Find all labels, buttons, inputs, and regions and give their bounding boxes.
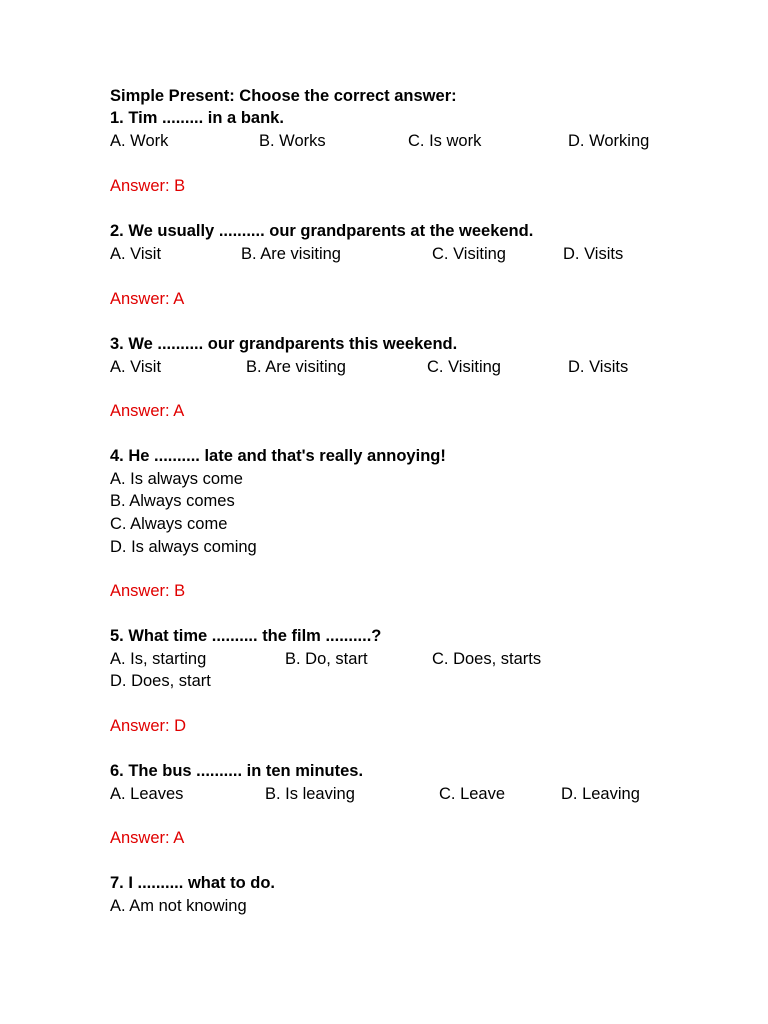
q3-answer: Answer: A bbox=[110, 402, 185, 420]
q3-option-a: A. Visit bbox=[110, 358, 162, 376]
q1-option-b: B. Works bbox=[259, 132, 326, 150]
question-2: 2. We usually .......... our grandparents at the weekend. bbox=[110, 222, 534, 240]
q6-option-b: B. Is leaving bbox=[265, 785, 355, 803]
question-6: 6. The bus .......... in ten minutes. bbox=[110, 762, 364, 780]
q3-option-b: B. Are visiting bbox=[246, 358, 346, 376]
question-7: 7. I .......... what to do. bbox=[110, 874, 276, 892]
q5-option-a: A. Is, starting bbox=[110, 650, 207, 668]
page-title: Simple Present: Choose the correct answer: bbox=[110, 87, 457, 105]
question-4: 4. He .......... late and that's really annoying! bbox=[110, 447, 446, 465]
question-5: 5. What time .......... the film ..........? bbox=[110, 627, 382, 645]
q2-option-a: A. Visit bbox=[110, 245, 162, 263]
q4-option-c: C. Always come bbox=[110, 515, 228, 533]
q6-option-c: C. Leave bbox=[439, 785, 506, 803]
q1-option-c: C. Is work bbox=[408, 132, 482, 150]
q4-option-d: D. Is always coming bbox=[110, 538, 257, 556]
q5-option-b: B. Do, start bbox=[285, 650, 368, 668]
q2-option-d: D. Visits bbox=[563, 245, 624, 263]
q2-answer: Answer: A bbox=[110, 290, 185, 308]
q5-option-d: D. Does, start bbox=[110, 672, 211, 690]
q6-answer: Answer: A bbox=[110, 829, 185, 847]
q5-option-c: C. Does, starts bbox=[432, 650, 542, 668]
q3-option-c: C. Visiting bbox=[427, 358, 501, 376]
q1-option-a: A. Work bbox=[110, 132, 169, 150]
q6-option-d: D. Leaving bbox=[561, 785, 640, 803]
q6-option-a: A. Leaves bbox=[110, 785, 184, 803]
q7-option-a: A. Am not knowing bbox=[110, 897, 247, 915]
q2-option-c: C. Visiting bbox=[432, 245, 506, 263]
question-1: 1. Tim ......... in a bank. bbox=[110, 109, 284, 127]
q4-option-b: B. Always comes bbox=[110, 492, 235, 510]
q4-option-a: A. Is always come bbox=[110, 470, 243, 488]
q3-option-d: D. Visits bbox=[568, 358, 629, 376]
q4-answer: Answer: B bbox=[110, 582, 186, 600]
q1-answer: Answer: B bbox=[110, 177, 186, 195]
q2-option-b: B. Are visiting bbox=[241, 245, 341, 263]
q1-option-d: D. Working bbox=[568, 132, 650, 150]
question-3: 3. We .......... our grandparents this weekend. bbox=[110, 335, 458, 353]
q5-answer: Answer: D bbox=[110, 717, 187, 735]
